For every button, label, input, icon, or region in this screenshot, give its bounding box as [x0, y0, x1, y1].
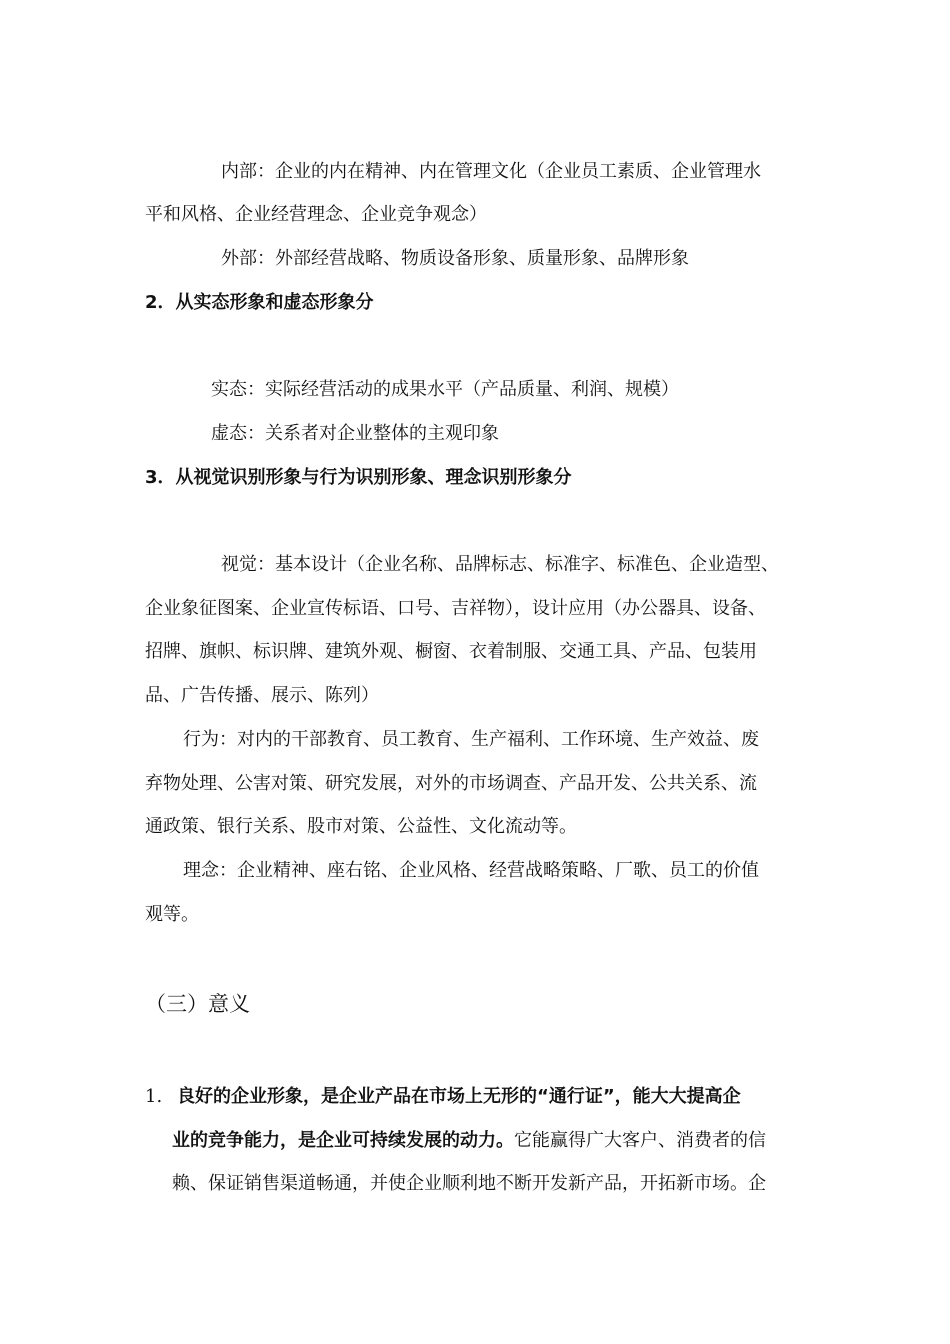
visual-line-2: 企业象征图案、企业宣传标语、口号、吉祥物），设计应用（办公器具、设备、 [145, 598, 766, 619]
visual-line-1: 视觉：基本设计（企业名称、品牌标志、标准字、标准色、企业造型、 [221, 554, 779, 575]
internal-aspect-line-1: 内部：企业的内在精神、内在管理文化（企业员工素质、企业管理水 [221, 161, 761, 182]
virtual-image-line: 虚态：关系者对企业整体的主观印象 [211, 423, 499, 444]
concept-line-1: 理念：企业精神、座右铭、企业风格、经营战略策略、厂歌、员工的价值 [183, 860, 759, 881]
visual-line-4: 品、广告传播、展示、陈列） [145, 685, 379, 706]
visual-line-3: 招牌、旗帜、标识牌、建筑外观、橱窗、衣着制服、交通工具、产品、包装用 [145, 641, 757, 662]
concept-line-2: 观等。 [145, 904, 199, 925]
list-item-line-1: 良好的企业形象，是企业产品在市场上无形的“通行证”，能大大提高企 [177, 1086, 741, 1107]
list-item-line-2-rest: 它能赢得广大客户、消费者的信 [514, 1130, 766, 1151]
list-item-line-3: 赖、保证销售渠道畅通，并使企业顺利地不断开发新产品，开拓新市场。企 [172, 1173, 766, 1194]
behavior-line-3: 通政策、银行关系、股市对策、公益性、文化流动等。 [145, 816, 577, 837]
internal-aspect-line-2: 平和风格、企业经营理念、企业竞争观念） [145, 204, 487, 225]
heading-identity-types: 3．从视觉识别形象与行为识别形象、理念识别形象分 [145, 467, 572, 488]
list-item-number: 1. [145, 1086, 163, 1107]
real-image-line: 实态：实际经营活动的成果水平（产品质量、利润、规模） [211, 379, 679, 400]
section-heading-significance: （三）意义 [145, 992, 250, 1016]
list-item-line-2 [172, 1129, 766, 1153]
heading-real-virtual: 2．从实态形象和虚态形象分 [145, 292, 374, 313]
behavior-line-2: 弃物处理、公害对策、研究发展，对外的市场调查、产品开发、公共关系、流 [145, 773, 757, 794]
behavior-line-1: 行为：对内的干部教育、员工教育、生产福利、工作环境、生产效益、废 [183, 729, 759, 750]
list-item-line-2-bold: 业的竞争能力，是企业可持续发展的动力。 [172, 1130, 514, 1151]
external-aspect-line: 外部：外部经营战略、物质设备形象、质量形象、品牌形象 [221, 248, 689, 269]
